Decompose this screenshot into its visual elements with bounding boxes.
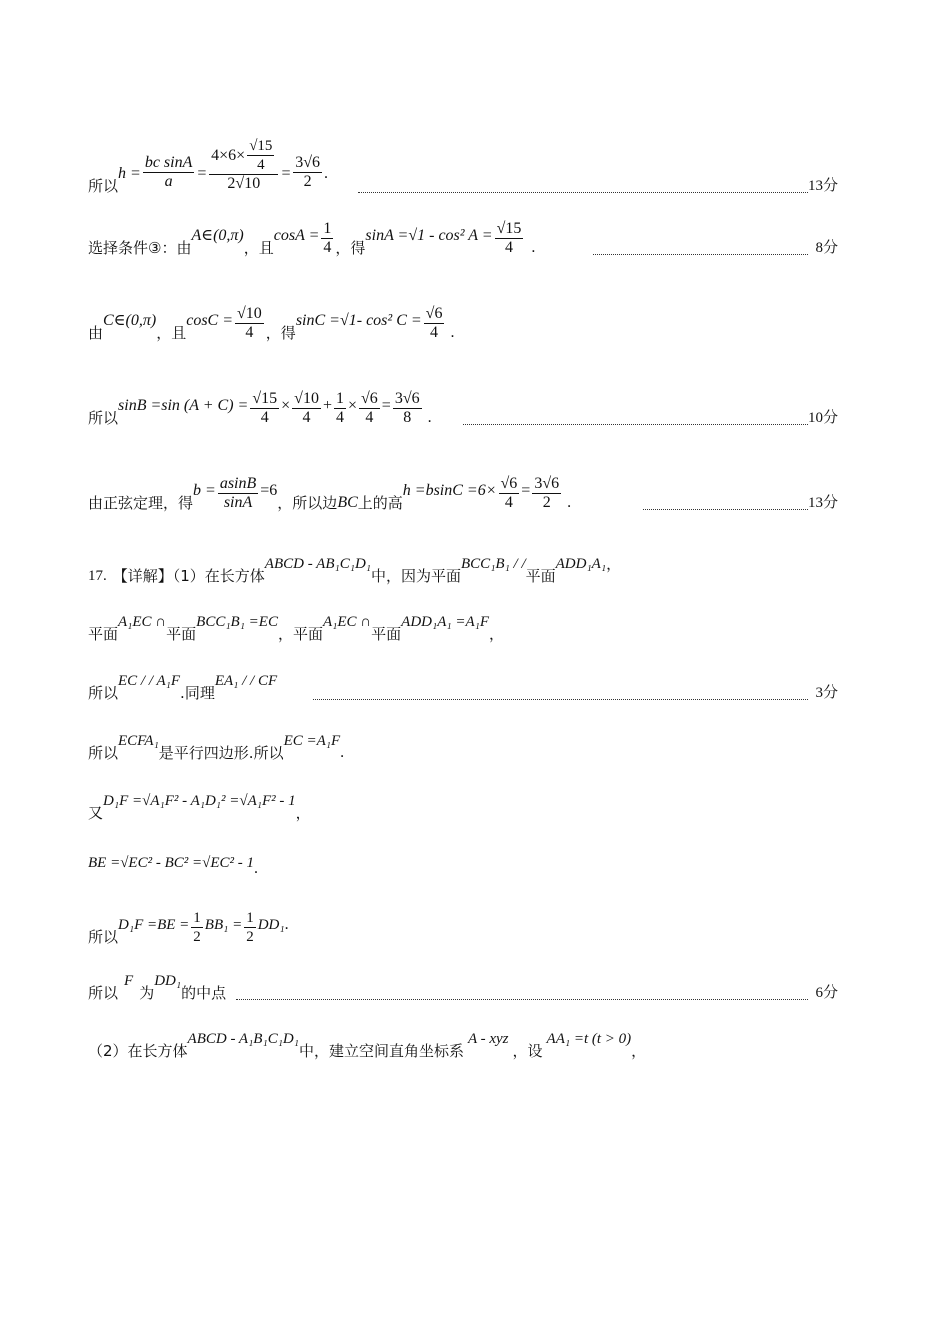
line-6: 17. 【详解】（1）在长方体 ABCD - AB₁C₁D₁ 中，因为平面 BCC₁B₁ / / 平面 ADD₁A₁ ，	[88, 555, 622, 585]
line-4: 所以 sinB =sin (A + C) = $\frac{√15}{4}$ × $\frac{√10}{4}$ + $\frac{1}{4}$ × $\frac{√6}{4}$ = $\frac{3√6}{8}$ . 10分	[88, 390, 838, 427]
fraction: $\frac{√15}{4}$	[252, 390, 278, 426]
leader-dots	[463, 423, 808, 425]
score: 3分	[815, 683, 838, 701]
fraction: $\frac{1}{4}$	[323, 220, 332, 256]
line-8: 所以 EC / / A₁F .同理 EA₁ / / CF 3分	[88, 673, 838, 702]
fraction: $\frac{3√6}{8}$	[394, 390, 420, 426]
fraction: $\frac{1}{2}$	[246, 910, 254, 945]
leader-dots	[643, 508, 808, 510]
fraction: $\frac{asinB}{\sin A}$	[219, 475, 257, 511]
fraction: $\frac{√15}{4}$	[496, 220, 522, 256]
line-12: 所以 D₁F =BE = $\frac{1}{2}$ BB₁ = $\frac{1}{2}$ DD₁ .	[88, 910, 289, 946]
math: h =	[118, 165, 141, 182]
big-fraction: 4×6× $\frac{√15}{4}$ 2√10	[209, 137, 278, 193]
fraction: $\frac{\text{bc sinA}}{a}$	[144, 154, 193, 190]
line-7: 平面 A₁EC ∩ 平面 BCC₁B₁ =EC ，平面 A₁EC ∩ 平面 ADD₁A₁ =A₁F ，	[88, 614, 505, 643]
result-fraction: $\frac{3√6}{2}$	[295, 154, 321, 190]
fraction: $\frac{√10}{4}$	[294, 390, 319, 426]
fraction: $\frac{1}{4}$	[335, 390, 344, 426]
score: 6分	[815, 983, 838, 1001]
line-9: 所以 ECFA₁ 是平行四边形.所以 EC =A₁F .	[88, 733, 345, 762]
prefix: 所以	[88, 177, 119, 195]
fraction: $\frac{√10}{4}$	[237, 305, 262, 341]
score: 8分	[815, 238, 838, 256]
score: 10分	[807, 408, 838, 426]
line-14: （2）在长方体 ABCD - A₁B₁C₁D₁ 中，建立空间直角坐标系 A - xyz ，设 AA₁ =t (t > 0) ，	[88, 1031, 647, 1060]
leader-dots	[358, 191, 808, 193]
score: 13分	[807, 493, 838, 511]
fraction: $\frac{3√6}{2}$	[534, 475, 560, 511]
fraction: $\frac{√6}{4}$	[500, 475, 518, 511]
line-13: 所以 F 为 DD₁ 的中点 6分	[88, 973, 838, 1002]
line-10: 又 D₁F =√A₁F² - A₁D₁² =√A₁F² - 1 ，	[88, 793, 311, 822]
score: 13分	[807, 176, 838, 194]
leader-dots	[236, 998, 808, 1000]
line-5: 由正弦定理，得 b = $\frac{asinB}{\sin A}$ =6 ，所以边 BC 上的高 h =bsinC =6× $\frac{√6}{4}$ = $\frac{3√6}{2}$ . 13分	[88, 475, 838, 512]
line-3: 由 C∈(0,π) ，且 cosC = $\frac{√10}{4}$ ，得 sinC =√1- cos² C = $\frac{√6}{4}$ .	[88, 305, 455, 342]
leader-dots	[313, 698, 808, 700]
fraction: $\frac{√6}{4}$	[361, 390, 378, 426]
line-11: BE =√EC² - BC² =√EC² - 1 .	[88, 855, 259, 877]
line-1: 所以 h = $\frac{\text{bc sinA}}{a}$ = 4×6× $\frac{√15}{4}$ 2√10 = $\frac{3√6}{2}$ . 13分	[88, 138, 838, 195]
fraction: $\frac{1}{2}$	[193, 910, 201, 945]
leader-dots	[593, 253, 808, 255]
line-2: 选择条件③：由 A∈(0,π) ，且 cosA = $\frac{1}{4}$ ，得 sinA =√1 - cos² A = $\frac{√15}{4}$ . 8分	[88, 220, 838, 257]
fraction: $\frac{√6}{4}$	[425, 305, 443, 341]
